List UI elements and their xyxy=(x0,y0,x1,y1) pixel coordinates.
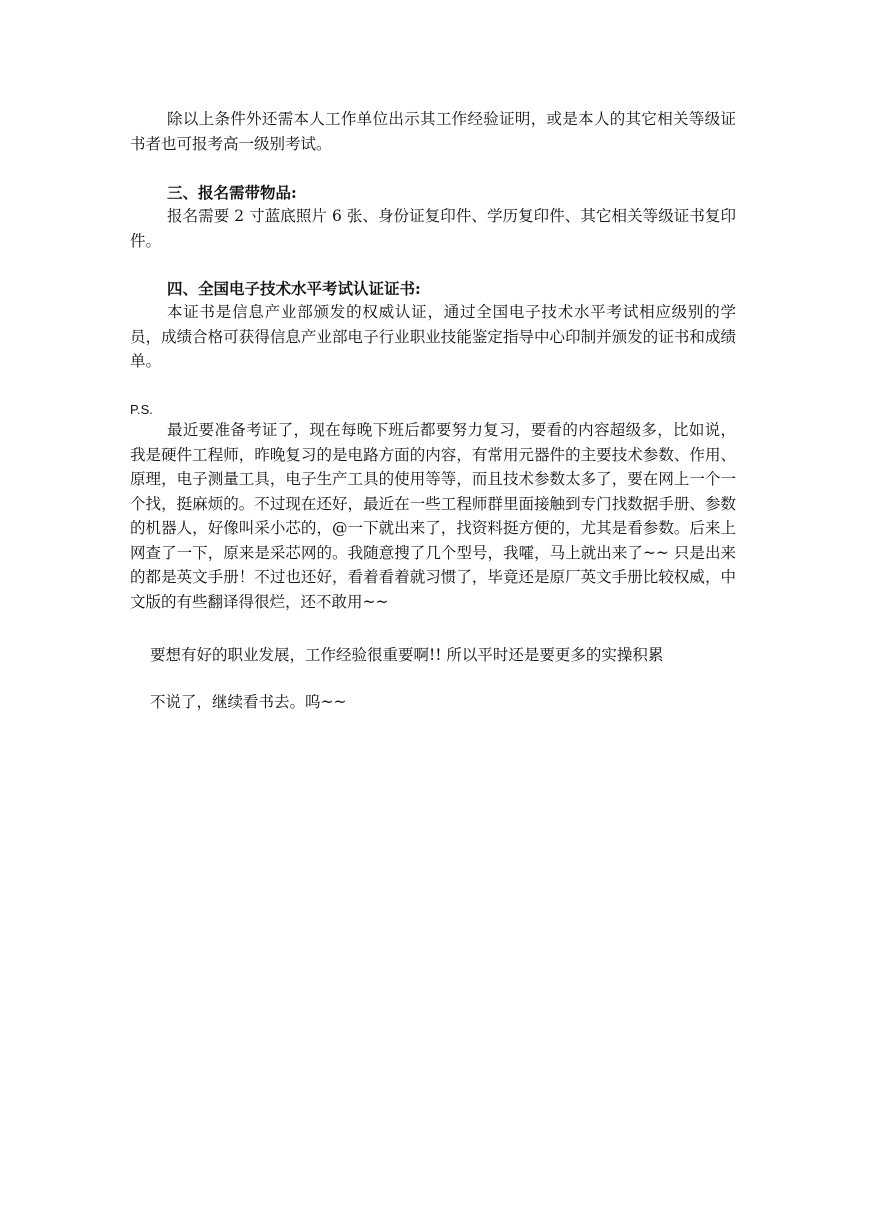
closing-line: 不说了，继续看书去。呜~~ xyxy=(150,693,347,711)
section-3-heading: 三、报名需带物品: xyxy=(167,183,297,202)
paragraph-conditions: 除以上条件外还需本人工作单位出示其工作经验证明，或是本人的其它相关等级证书者也可报考高一级别考试。 xyxy=(130,110,736,153)
section-4-heading: 四、全国电子技术水平考试认证证书: xyxy=(167,279,421,298)
ps-label: P.S. xyxy=(130,402,153,417)
ps-body: 最近要准备考证了，现在每晚下班后都要努力复习，要看的内容超级多，比如说，我是硬件工程师，昨晚复习的是电路方面的内容，有常用元器件的主要技术参数、作用、原理，电子测量工具，电子生产工具的使用等等，而且技术参数太多了，要在网上一个一个找，挺麻烦的。不过现在还好，最近在一些工程师群里面接触到专门找数据手册、参数的机器人，好像叫采小芯的，@一下就出来了，找资料挺方便的，尤其是看参数。后来上网查了一下，原来是采芯网的。我随意搜了几个型号，我嚯，马上就出来了~~ 只是出来的都是英文手册！不过也还好，看着看着就习惯了，毕竟还是原厂英文手册比较权威，中文版的有些翻译得很烂，还不敢用~~ xyxy=(130,421,736,611)
section-4-body: 本证书是信息产业部颁发的权威认证，通过全国电子技术水平考试相应级别的学员，成绩合格可获得信息产业部电子行业职业技能鉴定指导中心印制并颁发的证书和成绩单。 xyxy=(130,303,736,370)
career-line: 要想有好的职业发展，工作经验很重要啊!! 所以平时还是要更多的实操积累 xyxy=(150,646,664,664)
section-3-body: 报名需要 2 寸蓝底照片 6 张、身份证复印件、学历复印件、其它相关等级证书复印件。 xyxy=(130,207,736,250)
